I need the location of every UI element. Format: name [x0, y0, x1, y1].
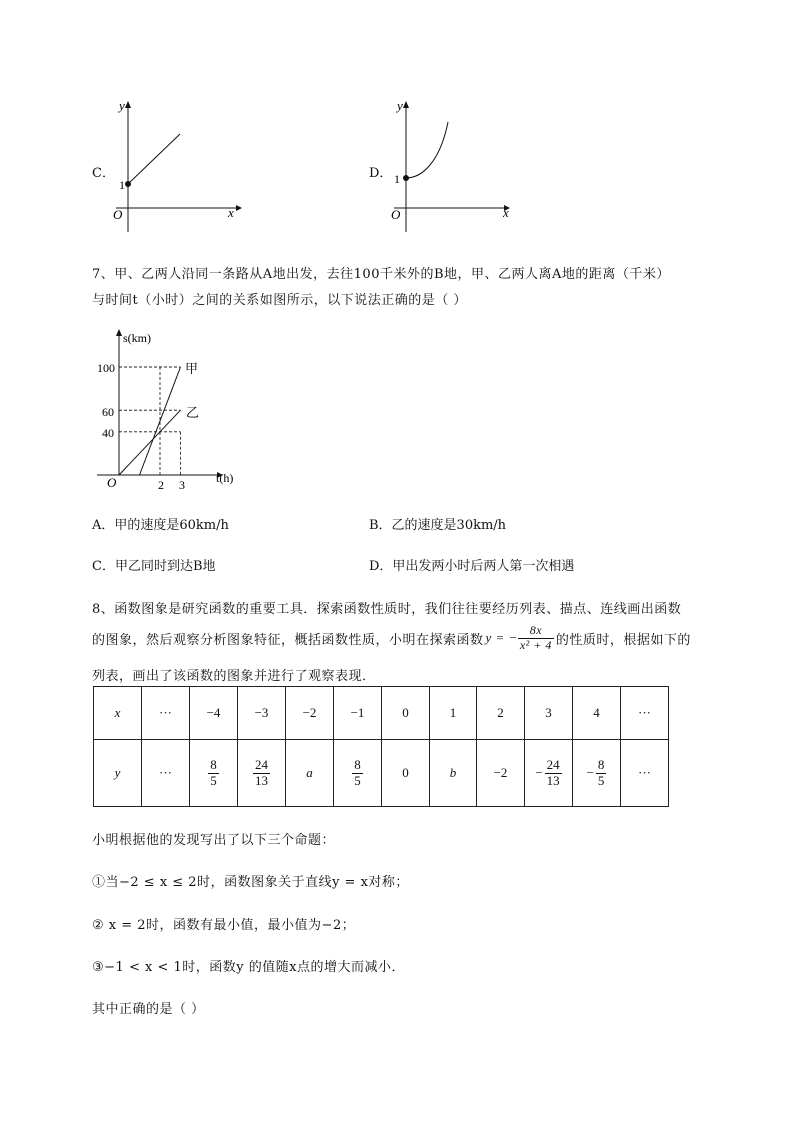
d-intercept-point	[403, 175, 409, 181]
q7-option-a: A．甲的速度是60km/h	[92, 518, 229, 533]
table-cell-x: ···	[621, 687, 669, 740]
q7-y-arrow	[116, 329, 122, 336]
table-cell-x: ···	[142, 687, 190, 740]
q8-formula-lhs: y = −	[485, 630, 518, 646]
d-curve	[406, 122, 448, 178]
q8-prop1: ①当−2 ≤ x ≤ 2时，函数图象关于直线y = x对称；	[92, 875, 409, 890]
q8-prop2: ② x = 2时，函数有最小值，最小值为−2；	[92, 918, 356, 933]
cell-value: y	[114, 765, 121, 780]
cell-fraction	[545, 758, 562, 789]
d-intercept-label: 1	[394, 172, 400, 186]
fraction-numerator: 8	[210, 756, 217, 772]
q7-distance-time-chart	[95, 326, 255, 496]
q8-value-table	[93, 686, 669, 807]
cell-fraction	[253, 758, 270, 789]
q8-question: 其中正确的是（ ）	[92, 1002, 205, 1017]
cell-value: a	[306, 765, 313, 780]
fraction-denominator: 5	[354, 772, 361, 788]
table-cell-y	[142, 740, 190, 807]
table-cell-x: −4	[190, 687, 238, 740]
fraction-denominator: 5	[210, 772, 217, 788]
c-x-arrow	[236, 205, 242, 211]
q7-ytick-100: 100	[97, 361, 115, 375]
d-y-label: y	[397, 98, 403, 113]
table-cell-x: x	[94, 687, 142, 740]
q7-origin: O	[107, 475, 117, 490]
q8-formula-den: x² + 4	[519, 637, 552, 652]
q7-ylabel: s(km)	[123, 331, 151, 345]
table-row-y	[94, 740, 669, 807]
table-cell-x: −1	[334, 687, 382, 740]
d-x-label: x	[503, 205, 509, 220]
cell-value: b	[449, 765, 457, 780]
table-cell-y	[190, 740, 238, 807]
fraction-numerator: 8	[597, 756, 605, 772]
table-cell-x: 1	[430, 687, 477, 740]
q8-line2-before: 的图象，然后观察分析图象特征，概括函数性质，小明在探索函数	[92, 632, 484, 648]
q8-line2	[92, 624, 691, 653]
q7-ytick-40: 40	[102, 426, 114, 440]
cell-fraction	[352, 758, 363, 789]
q7-xtick-3: 3	[179, 478, 185, 492]
table-cell-x: 4	[573, 687, 621, 740]
cell-negative-sign: −	[535, 765, 543, 780]
q8-prop3: ③−1 < x < 1时，函数y 的值随x点的增大而减小．	[92, 960, 406, 975]
fraction-denominator: 13	[546, 772, 560, 788]
table-row-x	[94, 687, 669, 740]
c-intercept-point	[125, 181, 131, 187]
table-cell-x: −3	[238, 687, 286, 740]
q8-formula-fraction	[518, 624, 554, 653]
fraction-numerator: 8	[354, 756, 361, 772]
fraction-denominator: 13	[255, 772, 268, 788]
q8-line1: 8、函数图象是研究函数的重要工具．探索函数性质时，我们往往要经历列表、描点、连线画出函数	[92, 602, 682, 617]
q7-line1: 7、甲、乙两人沿同一条路从A地出发，去往100千米外的B地，甲、乙两人离A地的距离（千米）	[92, 267, 670, 282]
table-cell-y	[430, 740, 477, 807]
table-cell-y	[477, 740, 525, 807]
cell-fraction	[208, 758, 219, 789]
cell-negative-sign: −	[586, 765, 594, 780]
q7-series-yi-label: 乙	[186, 405, 200, 420]
fraction-numerator: 24	[255, 756, 268, 772]
q7-xlabel: t(h)	[216, 471, 234, 485]
c-origin: O	[113, 207, 123, 222]
table-cell-y	[573, 740, 621, 807]
c-intercept-label: 1	[119, 178, 125, 192]
q7-ytick-60: 60	[102, 405, 114, 419]
q7-xtick-2: 2	[158, 478, 164, 492]
table-cell-x: 2	[477, 687, 525, 740]
table-cell-y	[94, 740, 142, 807]
table-cell-x: 0	[382, 687, 430, 740]
q7-series-line-yi	[119, 410, 181, 475]
table-cell-y	[238, 740, 286, 807]
q8-line2-after: 的性质时，根据如下的	[555, 632, 691, 648]
q8-formula-num: 8x	[518, 624, 554, 639]
table-cell-y	[621, 740, 669, 807]
table-cell-y	[382, 740, 430, 807]
option-c-label: C．	[92, 166, 115, 181]
option-d-graph	[386, 96, 526, 236]
cell-value: ···	[638, 765, 651, 780]
q8-intro: 小明根据他的发现写出了以下三个命题：	[92, 833, 336, 848]
table-cell-x: 3	[525, 687, 573, 740]
q8-line3: 列表，画出了该函数的图象并进行了观察表现．	[92, 669, 376, 684]
cell-value: −2	[493, 765, 508, 780]
c-line	[128, 134, 180, 184]
c-x-label: x	[228, 205, 234, 220]
option-d-label: D．	[369, 166, 393, 181]
table-cell-x: −2	[286, 687, 334, 740]
q7-option-c: C．甲乙同时到达B地	[92, 559, 216, 574]
d-origin: O	[391, 207, 401, 222]
table-cell-y	[286, 740, 334, 807]
cell-fraction	[596, 758, 607, 789]
option-c-graph	[108, 96, 248, 236]
fraction-denominator: 5	[597, 772, 605, 788]
d-y-arrow	[403, 101, 409, 108]
cell-value: 0	[402, 765, 409, 780]
fraction-numerator: 24	[546, 756, 560, 772]
table-cell-y	[334, 740, 382, 807]
q7-option-d: D．甲出发两小时后两人第一次相遇	[369, 559, 575, 574]
q7-line2: 与时间t（小时）之间的关系如图所示，以下说法正确的是（ ）	[92, 293, 467, 308]
q7-series-jia-label: 甲	[185, 361, 199, 376]
q7-option-b: B．乙的速度是30km/h	[369, 518, 507, 533]
c-y-arrow	[125, 101, 131, 108]
c-y-label: y	[119, 98, 125, 113]
table-cell-y	[525, 740, 573, 807]
cell-value: ···	[159, 765, 172, 780]
